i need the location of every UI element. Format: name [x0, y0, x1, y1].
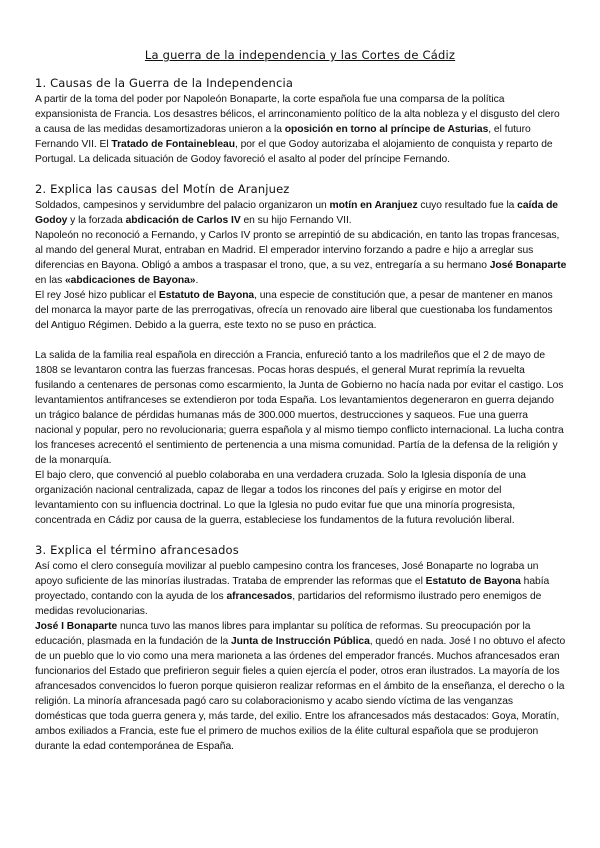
- section-1-heading: 1. Causas de la Guerra de la Independencia: [35, 76, 294, 90]
- document-body: [35, 76, 567, 754]
- section-motin-aranjuez: [35, 182, 567, 528]
- text-run: , por el que Godoy autorizaba el alojamiento de conquista y reparto de Portugal. La delicada situación de Godoy favoreció el asalto al poder del príncipe Fernando.: [35, 139, 553, 165]
- text-run: nunca tuvo las manos libres para implantar su política de reformas. Su preocupación por la educación, plasmada en la fundación de la: [35, 621, 531, 647]
- bold-term: Estatuto de Bayona: [425, 576, 521, 587]
- bold-term: oposición en torno al príncipe de Asturias: [284, 124, 489, 135]
- bold-term: José Bonaparte: [489, 260, 567, 271]
- text-run: , quedó en nada. José I no obtuvo el afecto de un pueblo que lo vio como una mera marioneta a las órdenes del emperador francés. Muchos afrancesados eran funcionarios del Estado que prefirieron seguir fieles a quien ejercía el poder, otros eran ilustrados. La mayoría de los afrancesados convencidos lo fueron porque quisieron realizar reformas en el ámbito de la enseñanza, el derecho o la religión. La minoría afrancesada pagó caro su colaboracionismo y acabo siendo víctima de las venganzas domésticas que toda guerra genera y, más tarde, del exilio. Entre los afrancesados más destacados: Goya, Moratín, ambos exiliados a Francia, este fue el primero de muchos exilios de la élite cultural española que se produjeron durante la edad contemporánea de España.: [35, 636, 566, 752]
- text-run: y la forzada: [67, 215, 126, 226]
- section-afrancesados: [35, 543, 567, 754]
- bold-term: Estatuto de Bayona: [158, 290, 255, 301]
- section-causas-guerra: [35, 76, 567, 167]
- text-run: A partir de la toma del poder por Napoleón Bonaparte, la corte española fue una comparsa de la política expansionista de Francia. Los desastres bélicos, el arrinconamiento político de la alta nobleza y el disgusto del clero a causa de las medidas desamortizadoras unieron a la: [35, 94, 560, 135]
- text-run: .: [195, 275, 199, 286]
- bold-term: «abdicaciones de Bayona»: [65, 275, 196, 286]
- text-run: , el futuro Fernando VII. El: [35, 124, 531, 150]
- page-title: La guerra de la independencia y las Cortes de Cádiz: [144, 48, 456, 62]
- bold-term: José I Bonaparte: [35, 621, 118, 632]
- bold-term: afrancesados: [226, 591, 293, 602]
- text-run: , una especie de constitución que, a pesar de mantener en manos del monarca la mayor parte de las prerrogativas, ofrecía un renovado aire liberal que cuestionaba los fundamentos del Antiguo Régimen. Debido a la guerra, este texto no se puso en práctica.: [35, 290, 553, 331]
- section-2-paragraph-5: El bajo clero, que convenció al pueblo colaboraba en una verdadera cruzada. Solo la Iglesia disponía de una organización nacional centralizada, capaz de llegar a todos los rincones del país y erigirse en motor del levantamiento con su influencia doctrinal. Lo que la Iglesia no pudo evitar fue que una minoría progresista, concentrada en Cádiz por causa de la guerra, estableciese los fundamentos de la futura revolución liberal.: [35, 470, 526, 526]
- bold-term: Tratado de Fontainebleau: [111, 139, 235, 150]
- text-run: , partidarios del reformismo ilustrado pero enemigos de medidas revolucionarias.: [35, 591, 542, 617]
- bold-term: motín en Aranjuez: [329, 200, 418, 211]
- section-3-paragraph-2: [35, 619, 567, 754]
- text-run: en las: [35, 275, 65, 286]
- text-run: Soldados, campesinos y servidumbre del palacio organizaron un: [35, 200, 330, 211]
- text-run: Napoleón no reconoció a Fernando, y Carlos IV pronto se arrepintió de su abdicación, en tanto las tropas francesas, al mando del general Murat, entraban en Madrid. El emperador intervino forzando a padre e hijo a arreglar sus diferencias en Bayona. Obligó a ambos a traspasar el trono, que, a su vez, entregaría a su hermano: [35, 230, 560, 271]
- text-run: había proyectado, contando con la ayuda de los: [35, 576, 550, 602]
- section-2-paragraph-4: La salida de la familia real española en dirección a Francia, enfureció tanto a los madrileños que el 2 de mayo de 1808 se levantaron contra las fuerzas francesas. Pocas horas después, el general Murat reprimía la revuelta fusilando a centenares de personas como escarmiento, la Junta de Gobierno no hacía nada por evitar el castigo. Los levantamientos antifranceses se extendieron por toda España. Los levantamientos degeneraron en guerra dejando un trágico balance de pérdidas humanas más de 300.000 muertos, destrucciones y saqueos. Fue una guerra nacional y popular, pero no revolucionaria; guerra española y al mismo tiempo conflicto internacional. La lucha contra los franceses acrecentó el sentimiento de pertenencia a una misma comunidad. Partía de la defensa de la religión y de la monarquía.: [35, 350, 564, 466]
- section-2-paragraph-1: [35, 198, 567, 228]
- section-2-paragraph-2: [35, 228, 567, 288]
- section-2-heading: 2. Explica las causas del Motín de Aranjuez: [35, 182, 290, 196]
- text-run: cuyo resultado fue la: [417, 200, 518, 211]
- section-2-paragraph-3: [35, 288, 567, 333]
- bold-term: abdicación de Carlos IV: [125, 215, 241, 226]
- section-1-paragraph: [35, 92, 567, 167]
- bold-term: Junta de Instrucción Pública: [230, 636, 370, 647]
- text-run: en su hijo Fernando VII.: [240, 215, 352, 226]
- section-3-paragraph-1: [35, 559, 567, 619]
- text-run: Así como el clero conseguía movilizar al pueblo campesino contra los franceses, José Bonaparte no lograba un apoyo suficiente de las minorías ilustradas. Trataba de emprender las reformas que el: [35, 561, 539, 587]
- bold-term: caída de Godoy: [35, 200, 558, 226]
- text-run: El rey José hizo publicar el: [35, 290, 159, 301]
- section-3-heading: 3. Explica el término afrancesados: [35, 543, 239, 557]
